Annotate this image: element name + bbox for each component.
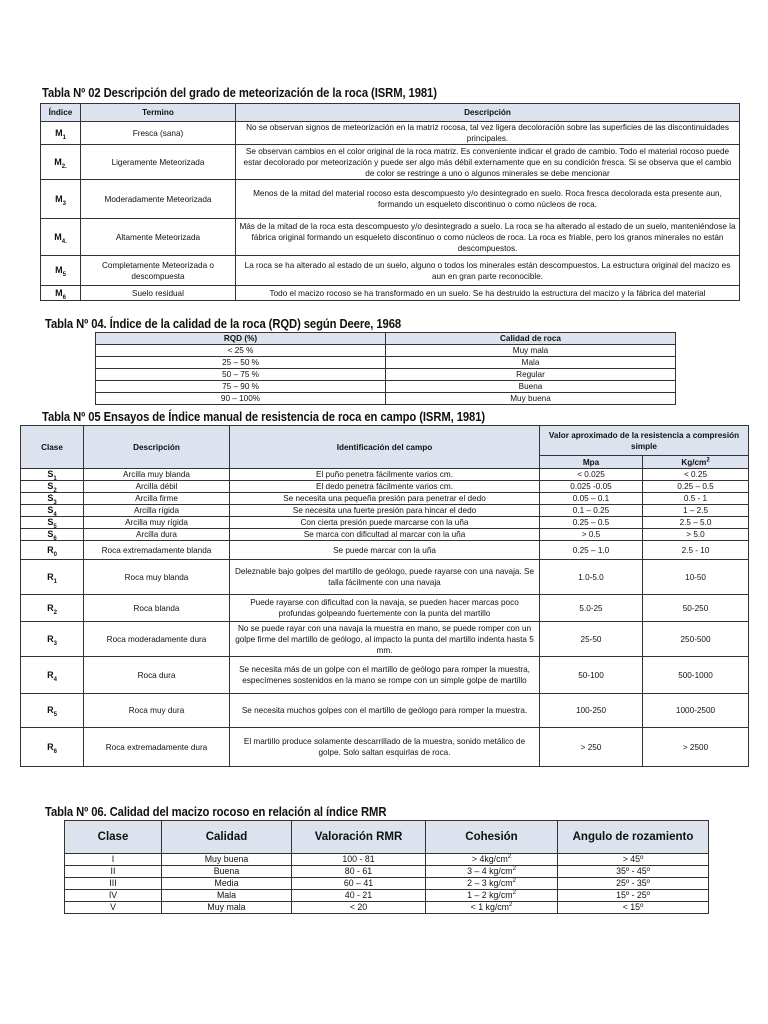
- class-cell: $S_6$: [21, 529, 84, 541]
- index-cell: $M_{2.}$: [41, 145, 81, 180]
- table-row: [41, 122, 740, 145]
- quality-cell: Muy mala: [162, 902, 292, 914]
- kgcm2-cell: > 5.0: [643, 529, 749, 541]
- friction-angle-cell: 25º - 35º: [558, 878, 709, 890]
- class-cell: $S_3$: [21, 493, 84, 505]
- quality-cell: Regular: [386, 369, 676, 381]
- table-row: [41, 286, 740, 301]
- table-row: [21, 493, 749, 505]
- description-cell: Menos de la mitad del material rocoso esta descompuesto y/o desintegrado en suelo. Roca fresca decolorada esta presente aun, formando un esqueleto discontinuo o como núcleos de roca.: [236, 180, 740, 219]
- table-row: [21, 694, 749, 728]
- class-cell: $R_5$: [21, 694, 84, 728]
- col-header: Calidad de roca: [386, 333, 676, 345]
- description-cell: Arcilla muy rígida: [84, 517, 230, 529]
- table-row: [21, 529, 749, 541]
- class-cell: IV: [65, 890, 162, 902]
- identification-cell: Con cierta presión puede marcarse con la uña: [230, 517, 540, 529]
- description-cell: Roca muy blanda: [84, 560, 230, 595]
- table-row: [41, 145, 740, 180]
- table-row: [96, 357, 676, 369]
- col-header: Índice: [41, 104, 81, 122]
- col-header-descripcion: Descripción: [84, 426, 230, 469]
- col-header: Descripción: [236, 104, 740, 122]
- description-cell: Arcilla firme: [84, 493, 230, 505]
- table-row: [21, 595, 749, 622]
- class-cell: III: [65, 878, 162, 890]
- rmr-cell: 80 - 61: [292, 866, 426, 878]
- kgcm2-cell: 500-1000: [643, 657, 749, 694]
- quality-cell: Muy mala: [386, 345, 676, 357]
- class-cell: $R_4$: [21, 657, 84, 694]
- class-cell: $R_6$: [21, 728, 84, 767]
- table-row: [65, 878, 709, 890]
- mpa-cell: 50-100: [540, 657, 643, 694]
- class-cell: $S_2$: [21, 481, 84, 493]
- col-header: Cohesión: [426, 821, 558, 854]
- table-row: [96, 345, 676, 357]
- table-row: [41, 256, 740, 286]
- table-04-title: Tabla Nº 04. Índice de la calidad de la roca (RQD) según Deere, 1968: [45, 317, 402, 331]
- table-05-title: Tabla Nº 05 Ensayos de Índice manual de resistencia de roca en campo (ISRM, 1981): [42, 410, 486, 424]
- class-cell: $R_1$: [21, 560, 84, 595]
- quality-cell: Mala: [386, 357, 676, 369]
- rqd-cell: 90 – 100%: [96, 393, 386, 405]
- kgcm2-cell: 0.25 – 0.5: [643, 481, 749, 493]
- mpa-cell: 25-50: [540, 622, 643, 657]
- term-cell: Fresca (sana): [81, 122, 236, 145]
- index-cell: $M_5$: [41, 256, 81, 286]
- cohesion-cell: 1 – 2 $kg/cm^2$: [426, 890, 558, 902]
- rqd-cell: 25 – 50 %: [96, 357, 386, 369]
- table-row: [21, 657, 749, 694]
- description-cell: Más de la mitad de la roca esta descompuesto y/o desintegrado a suelo. La roca se ha alterado al estado de un suelo, manteniéndose la fábrica original formando un esqueleto discontinuo o como núcleos de roca. La roca es friable, pero los granos minerales no están descompuestos.: [236, 219, 740, 256]
- table-06-title: Tabla Nº 06. Calidad del macizo rocoso en relación al índice RMR: [45, 805, 387, 819]
- kgcm2-cell: 10-50: [643, 560, 749, 595]
- table-row: [96, 369, 676, 381]
- cohesion-cell: > $4kg/cm^2$: [426, 854, 558, 866]
- identification-cell: Deleznable bajo golpes del martillo de geólogo, puede rayarse con una navaja. Se talla fácilmente con una navaja: [230, 560, 540, 595]
- kgcm2-cell: 50-250: [643, 595, 749, 622]
- rmr-quality-table: [64, 820, 709, 914]
- class-cell: $S_1$: [21, 469, 84, 481]
- col-header: Termino: [81, 104, 236, 122]
- identification-cell: Se marca con dificultad al marcar con la uña: [230, 529, 540, 541]
- quality-cell: Buena: [386, 381, 676, 393]
- description-cell: Arcilla débil: [84, 481, 230, 493]
- identification-cell: Se necesita más de un golpe con el martillo de geólogo para romper la muestra, especímenes sostenidos en la mano se rompe con un simple golpe de martillo: [230, 657, 540, 694]
- identification-cell: El puño penetra fácilmente varios cm.: [230, 469, 540, 481]
- mpa-cell: 0.25 – 1.0: [540, 541, 643, 560]
- term-cell: Suelo residual: [81, 286, 236, 301]
- mpa-cell: 1.0-5.0: [540, 560, 643, 595]
- description-cell: Roca muy dura: [84, 694, 230, 728]
- table-02-title: Tabla Nº 02 Descripción del grado de meteorización de la roca (ISRM, 1981): [42, 86, 437, 100]
- description-cell: Arcilla rígida: [84, 505, 230, 517]
- col-header: Clase: [65, 821, 162, 854]
- class-cell: II: [65, 866, 162, 878]
- col-header: Angulo de rozamiento: [558, 821, 709, 854]
- table-row: [41, 219, 740, 256]
- cohesion-cell: 2 – 3 $kg/cm^2$: [426, 878, 558, 890]
- rqd-cell: 75 – 90 %: [96, 381, 386, 393]
- class-cell: $R_3$: [21, 622, 84, 657]
- friction-angle-cell: > 45º: [558, 854, 709, 866]
- class-cell: $R_0$: [21, 541, 84, 560]
- class-cell: V: [65, 902, 162, 914]
- index-cell: $M_3$: [41, 180, 81, 219]
- description-cell: No se observan signos de meteorización en la matriz rocosa, tal vez ligera decoloración sobre las superficies de las discontinuidades principales.: [236, 122, 740, 145]
- quality-cell: Buena: [162, 866, 292, 878]
- description-cell: La roca se ha alterado al estado de un suelo, alguno o todos los minerales están descompuestos. La estructura original del macizo es aun en gran parte reconocible.: [236, 256, 740, 286]
- rmr-cell: 40 - 21: [292, 890, 426, 902]
- identification-cell: Se necesita una fuerte presión para hincar el dedo: [230, 505, 540, 517]
- quality-cell: Media: [162, 878, 292, 890]
- table-row: [21, 541, 749, 560]
- table-row: [21, 560, 749, 595]
- identification-cell: Se necesita una pequeña presión para penetrar el dedo: [230, 493, 540, 505]
- col-header-mpa: Mpa: [540, 456, 643, 469]
- table-row: [41, 180, 740, 219]
- index-cell: $M_1$: [41, 122, 81, 145]
- mpa-cell: > 250: [540, 728, 643, 767]
- kgcm2-cell: 250-500: [643, 622, 749, 657]
- kgcm2-cell: 2.5 - 10: [643, 541, 749, 560]
- mpa-cell: 0.25 – 0.5: [540, 517, 643, 529]
- col-header-kgcm2: $Kg/cm^2$: [643, 456, 749, 469]
- term-cell: Completamente Meteorizada o descompuesta: [81, 256, 236, 286]
- kgcm2-cell: > 2500: [643, 728, 749, 767]
- table-row: [96, 381, 676, 393]
- kgcm2-cell: 1 – 2.5: [643, 505, 749, 517]
- description-cell: Roca dura: [84, 657, 230, 694]
- table-row: [96, 393, 676, 405]
- identification-cell: No se puede rayar con una navaja la muestra en mano, se puede romper con un golpe firme del martillo de geólogo, al impacto la punta del martillo indenta hasta 5 mm.: [230, 622, 540, 657]
- term-cell: Ligeramente Meteorizada: [81, 145, 236, 180]
- cohesion-cell: < 1 $kg/cm^2$: [426, 902, 558, 914]
- rqd-quality-table: [95, 332, 676, 405]
- description-cell: Roca extremadamente dura: [84, 728, 230, 767]
- description-cell: Todo el macizo rocoso se ha transformado en un suelo. Se ha destruido la estructura del macizo y la fábrica del material: [236, 286, 740, 301]
- table-row: [65, 902, 709, 914]
- table-row: [21, 517, 749, 529]
- mpa-cell: 0.05 – 0.1: [540, 493, 643, 505]
- weathering-grade-table: [40, 103, 740, 301]
- table-row: [21, 469, 749, 481]
- rmr-cell: 60 – 41: [292, 878, 426, 890]
- rqd-cell: < 25 %: [96, 345, 386, 357]
- mpa-cell: 100-250: [540, 694, 643, 728]
- identification-cell: Se necesita muchos golpes con el martillo de geólogo para romper la muestra.: [230, 694, 540, 728]
- mpa-cell: < 0.025: [540, 469, 643, 481]
- identification-cell: El dedo penetra fácilmente varios cm.: [230, 481, 540, 493]
- index-cell: $M_{4.}$: [41, 219, 81, 256]
- table-row: [21, 505, 749, 517]
- friction-angle-cell: 35º - 45º: [558, 866, 709, 878]
- table-row: [21, 481, 749, 493]
- mpa-cell: > 0.5: [540, 529, 643, 541]
- table-row: [21, 728, 749, 767]
- quality-cell: Muy buena: [386, 393, 676, 405]
- col-header: RQD (%): [96, 333, 386, 345]
- rqd-cell: 50 – 75 %: [96, 369, 386, 381]
- col-header-valor: Valor aproximado de la resistencia a compresión simple: [540, 426, 749, 456]
- col-header-clase: Clase: [21, 426, 84, 469]
- description-cell: Roca moderadamente dura: [84, 622, 230, 657]
- class-cell: $S_5$: [21, 517, 84, 529]
- class-cell: $S_4$: [21, 505, 84, 517]
- kgcm2-cell: 1000-2500: [643, 694, 749, 728]
- kgcm2-cell: 2.5 – 5.0: [643, 517, 749, 529]
- col-header: Valoración RMR: [292, 821, 426, 854]
- strength-field-test-table: [20, 425, 749, 767]
- table-row: [65, 854, 709, 866]
- term-cell: Moderadamente Meteorizada: [81, 180, 236, 219]
- quality-cell: Mala: [162, 890, 292, 902]
- term-cell: Altamente Meteorizada: [81, 219, 236, 256]
- cohesion-cell: 3 – 4 $kg/cm^2$: [426, 866, 558, 878]
- description-cell: Arcilla dura: [84, 529, 230, 541]
- col-header-identificacion: Identificación del campo: [230, 426, 540, 469]
- friction-angle-cell: 15º - 25º: [558, 890, 709, 902]
- identification-cell: Puede rayarse con dificultad con la navaja, se pueden hacer marcas poco profundas golpeando fuertemente con la punta del martillo: [230, 595, 540, 622]
- description-cell: Se observan cambios en el color original de la roca matriz. Es conveniente indicar el grado de cambio. Todo el material rocoso puede estar decolorado por meteorización y puede ser algo más débil externamente que en su condición fresca. Si se observa que el cambio de color se restringe a uno o algunos minerales se debe mencionar: [236, 145, 740, 180]
- mpa-cell: 0.025 -0.05: [540, 481, 643, 493]
- mpa-cell: 5.0-25: [540, 595, 643, 622]
- identification-cell: El martillo produce solamente descarrillado de la muestra, sonido metálico de golpe. Solo saltan esquirlas de roca.: [230, 728, 540, 767]
- kgcm2-cell: 0.5 - 1: [643, 493, 749, 505]
- description-cell: Roca extremadamente blanda: [84, 541, 230, 560]
- class-cell: I: [65, 854, 162, 866]
- class-cell: $R_2$: [21, 595, 84, 622]
- table-row: [65, 866, 709, 878]
- description-cell: Arcilla muy blanda: [84, 469, 230, 481]
- kgcm2-cell: < 0.25: [643, 469, 749, 481]
- index-cell: $M_6$: [41, 286, 81, 301]
- identification-cell: Se puede marcar con la uña: [230, 541, 540, 560]
- rmr-cell: < 20: [292, 902, 426, 914]
- description-cell: Roca blanda: [84, 595, 230, 622]
- table-row: [65, 890, 709, 902]
- mpa-cell: 0.1 – 0.25: [540, 505, 643, 517]
- friction-angle-cell: < 15º: [558, 902, 709, 914]
- quality-cell: Muy buena: [162, 854, 292, 866]
- rmr-cell: 100 - 81: [292, 854, 426, 866]
- col-header: Calidad: [162, 821, 292, 854]
- table-row: [21, 622, 749, 657]
